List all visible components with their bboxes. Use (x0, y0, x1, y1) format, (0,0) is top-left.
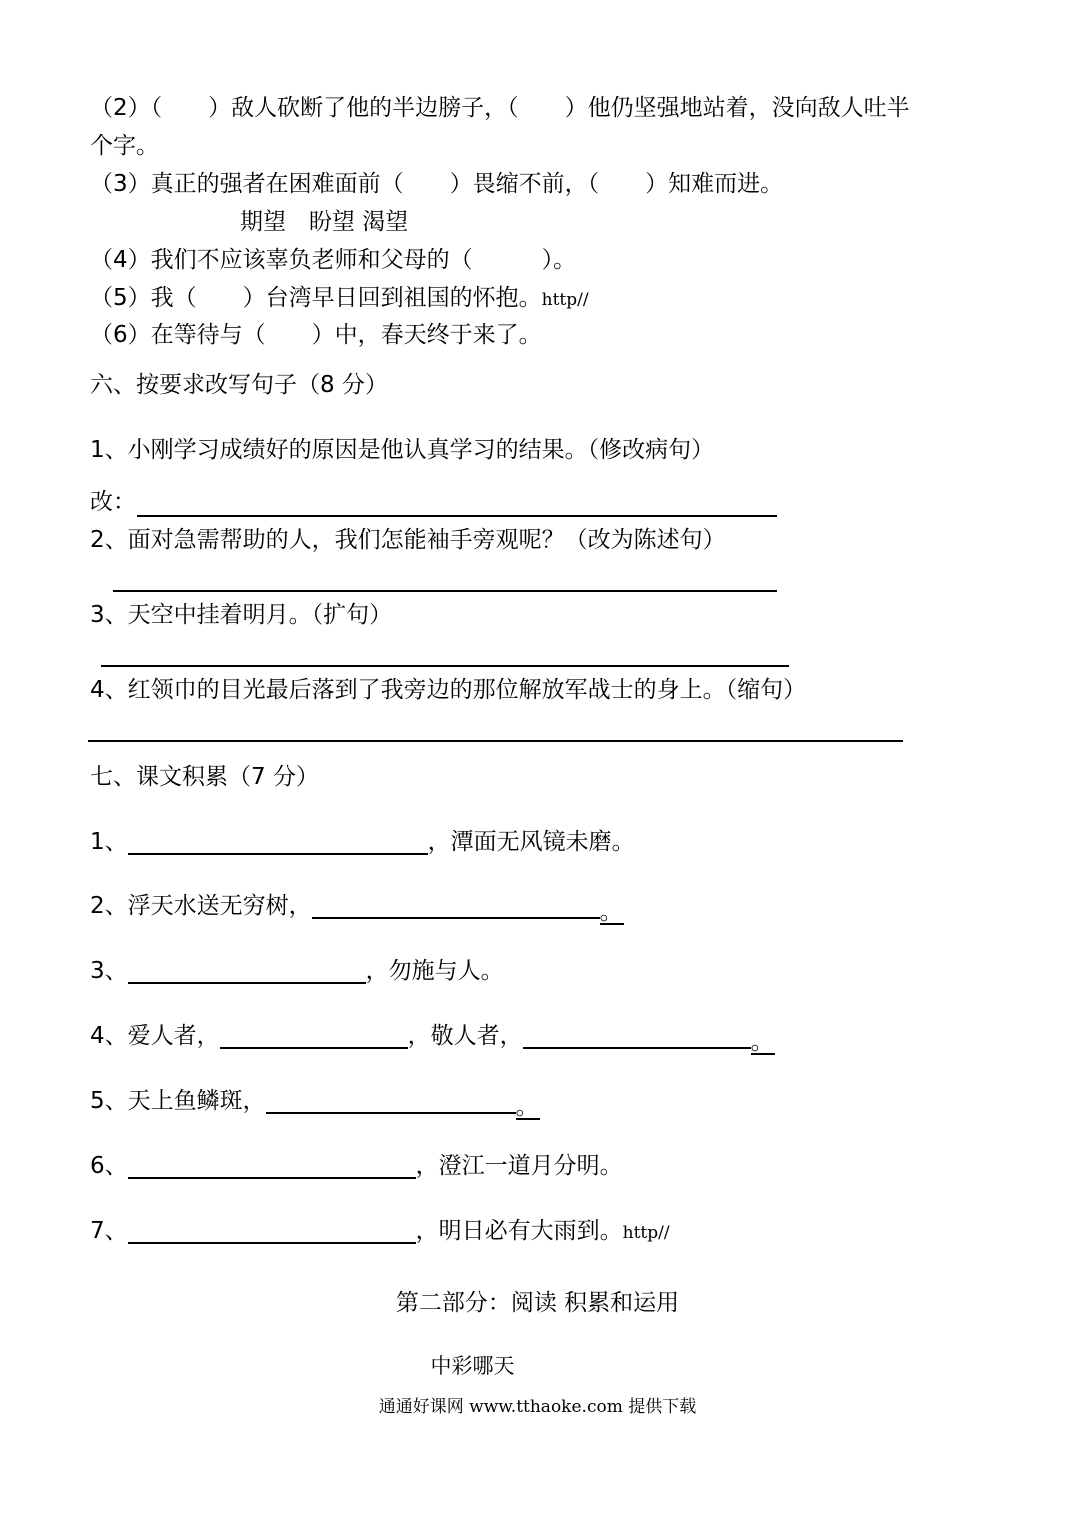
answer-line-1[interactable] (137, 515, 777, 517)
section-6-question-4: 4、红领巾的目光最后落到了我旁边的那位解放军战士的身上。（缩句） (90, 677, 807, 703)
question-5-mark: http// (541, 290, 589, 310)
question-5-text: （5）我（ ）台湾早日回到祖国的怀抱。 (90, 285, 542, 311)
item-6-text: ，澄江一道月分明。 (415, 1153, 623, 1179)
question-5 (90, 285, 589, 313)
section-7-item-2 (90, 893, 624, 925)
question-4: （4）我们不应该辜负老师和父母的（ ）。 (90, 247, 577, 273)
item-1-number: 1、 (90, 829, 128, 855)
item-7-mark: http// (622, 1223, 670, 1243)
item-3-number: 3、 (90, 958, 128, 984)
fill-blank-1[interactable] (128, 829, 428, 855)
item-7-text: ，明日必有大雨到。 (415, 1218, 623, 1244)
section-6-question-1: 1、小刚学习成绩好的原因是他认真学习的结果。（修改病句） (90, 437, 715, 463)
word-choices: 期望 盼望 渴望 (240, 209, 409, 235)
item-4-text-start: 4、爱人者， (90, 1023, 220, 1049)
section-6-question-2: 2、面对急需帮助的人，我们怎能袖手旁观呢？（改为陈述句） (90, 527, 726, 553)
item-1-text: ，潭面无风镜未磨。 (427, 829, 635, 855)
section-7-item-6 (90, 1153, 623, 1181)
question-2-line-2: 个字。 (90, 133, 159, 159)
item-2-text: 2、浮天水送无穷树， (90, 893, 312, 919)
answer-prefix: 改： (90, 489, 136, 515)
question-3: （3）真正的强者在困难面前（ ）畏缩不前，（ ）知难而进。 (90, 171, 784, 197)
item-5-text: 5、天上鱼鳞斑， (90, 1088, 266, 1114)
fill-blank-5[interactable] (266, 1088, 516, 1114)
section-7-item-1 (90, 829, 635, 857)
reading-title: 中彩哪天 (430, 1354, 515, 1378)
fill-blank-4b[interactable] (523, 1023, 751, 1049)
answer-line-4[interactable] (88, 740, 903, 742)
item-4-text-mid: ，敬人者， (407, 1023, 523, 1049)
section-7-item-4 (90, 1023, 775, 1055)
item-4-end: 。 (750, 1029, 774, 1055)
item-2-end: 。 (599, 899, 623, 925)
fill-blank-2[interactable] (312, 893, 600, 919)
fill-blank-7[interactable] (128, 1218, 416, 1244)
section-6-answer-1 (90, 489, 136, 517)
question-2-line-1: （2）（ ）敌人砍断了他的半边膀子，（ ）他仍坚强地站着，没向敌人吐半 (90, 95, 910, 121)
answer-line-3[interactable] (101, 665, 789, 667)
item-7-number: 7、 (90, 1218, 128, 1244)
section-7-item-7 (90, 1218, 670, 1246)
fill-blank-4a[interactable] (220, 1023, 408, 1049)
section-7-item-3 (90, 958, 504, 986)
answer-line-2[interactable] (113, 590, 777, 592)
section-7-item-5 (90, 1088, 540, 1120)
section-6-question-3: 3、天空中挂着明月。（扩句） (90, 602, 393, 628)
fill-blank-6[interactable] (128, 1153, 416, 1179)
question-6: （6）在等待与（ ）中，春天终于来了。 (90, 322, 542, 348)
section-6-heading: 六、按要求改写句子（8 分） (90, 372, 388, 398)
footer-text: 通通好课网 www.tthaoke.com 提供下载 (378, 1397, 697, 1417)
part-2-heading: 第二部分：阅读 积累和运用 (395, 1290, 680, 1316)
item-3-text: ，勿施与人。 (365, 958, 504, 984)
item-6-number: 6、 (90, 1153, 128, 1179)
section-7-heading: 七、课文积累（7 分） (90, 764, 319, 790)
fill-blank-3[interactable] (128, 958, 366, 984)
item-5-end: 。 (515, 1094, 539, 1120)
